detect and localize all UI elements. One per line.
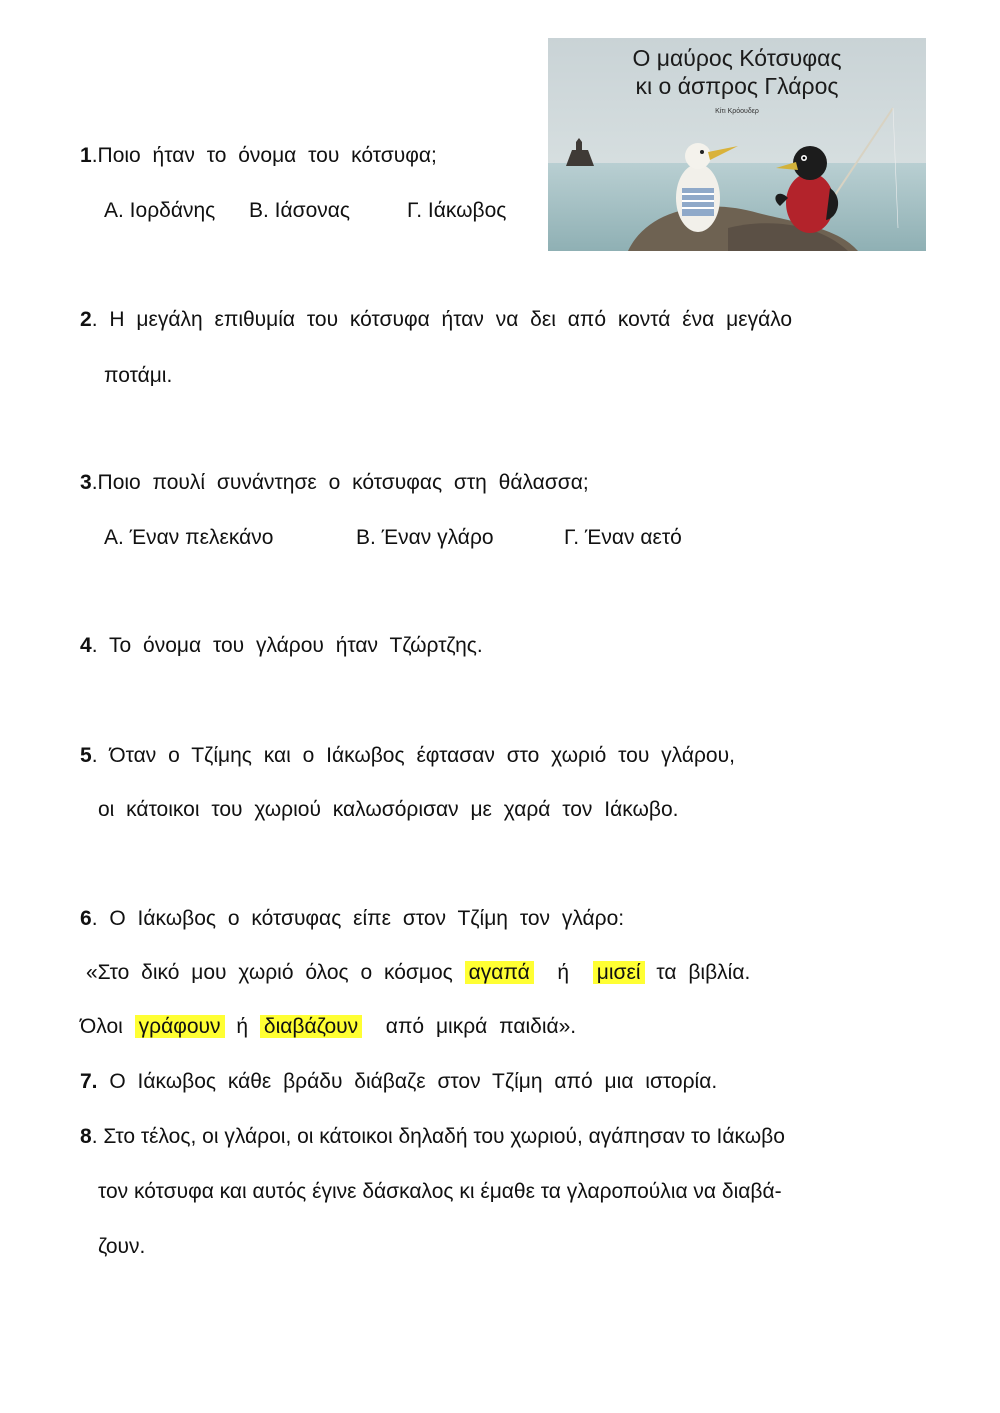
question-6-number: 6 xyxy=(80,907,92,930)
question-4 xyxy=(80,633,483,659)
question-1-text: .Ποιο ήταν το όνομα του κότσυφα; xyxy=(91,144,437,167)
book-cover-image xyxy=(548,38,926,251)
question-3-text: .Ποιο πουλί συνάντησε ο κότσυφας στη θάλασσα; xyxy=(91,471,589,494)
question-2-number: 2 xyxy=(80,308,92,331)
question-8-line2: τον κότσυφα και αυτός έγινε δάσκαλος κι έμαθε τα γλαροπούλια να διαβά- xyxy=(98,1180,782,1203)
question-7-text: Ο Ιάκωβος κάθε βράδυ διάβαζε στον Τζίμη από μια ιστορία. xyxy=(97,1070,718,1093)
question-6-line3-end: από μικρά παιδιά». xyxy=(385,1015,577,1038)
question-8-line3: ζουν. xyxy=(98,1235,146,1258)
question-3-option-b[interactable]: Β. Έναν γλάρο xyxy=(356,526,494,549)
cover-title-line1: Ο μαύρος Κότσυφας xyxy=(632,45,842,71)
question-4-number: 4 xyxy=(80,634,92,657)
question-4-text: . Το όνομα του γλάρου ήταν Τζώρτζης. xyxy=(91,634,483,657)
question-6-line1: . Ο Ιάκωβος ο κότσυφας είπε στον Τζίμη τον γλάρο: xyxy=(91,907,625,930)
cover-title-line2: κι ο άσπρος Γλάρος xyxy=(635,73,839,99)
question-3-options xyxy=(104,525,682,551)
question-3-option-c[interactable]: Γ. Έναν αετό xyxy=(564,526,682,549)
question-6-line2-start: «Στο δικό μου χωριό όλος ο κόσμος xyxy=(86,961,453,984)
question-2-line1: . Η μεγάλη επιθυμία του κότσυφα ήταν να δει από κοντά ένα μεγάλο xyxy=(91,308,793,331)
question-1-options xyxy=(104,198,506,224)
question-6-line3-start: Όλοι xyxy=(80,1015,123,1038)
question-5-line1: . Όταν ο Τζίμης και ο Ιάκωβος έφτασαν στο χωριό του γλάρου, xyxy=(91,744,735,767)
choice-grafoun[interactable]: γράφουν xyxy=(135,1015,225,1038)
question-1-option-c[interactable]: Γ. Ιάκωβος xyxy=(407,199,507,222)
question-1-option-b[interactable]: Β. Ιάσονας xyxy=(249,199,351,222)
cover-author: Κίτι Κρόουδερ xyxy=(715,108,759,115)
question-8-number: 8 xyxy=(80,1125,92,1148)
question-6-line2 xyxy=(86,960,750,986)
question-6-line2-end: τα βιβλία. xyxy=(656,961,751,984)
question-7-number: 7. xyxy=(80,1070,98,1093)
question-6 xyxy=(80,906,624,932)
question-3-option-a[interactable]: Α. Έναν πελεκάνο xyxy=(104,526,274,549)
choice-misei[interactable]: μισεί xyxy=(593,961,645,984)
question-1-option-a[interactable]: Α. Ιορδάνης xyxy=(104,199,216,222)
question-1 xyxy=(80,143,437,169)
question-2 xyxy=(80,307,792,333)
cover-title xyxy=(548,44,926,100)
question-2-line2: ποτάμι. xyxy=(104,364,173,387)
choice-diavazoun[interactable]: διαβάζουν xyxy=(260,1015,362,1038)
question-3 xyxy=(80,470,589,496)
question-5-number: 5 xyxy=(80,744,92,767)
question-6-line3 xyxy=(80,1014,576,1040)
question-3-number: 3 xyxy=(80,471,92,494)
question-8 xyxy=(80,1124,785,1150)
question-5-line2: οι κάτοικοι του χωριού καλωσόρισαν με χαρά τον Ιάκωβο. xyxy=(98,798,679,821)
question-6-or-2: ή xyxy=(236,1015,249,1038)
choice-agapa[interactable]: αγαπά xyxy=(465,961,534,984)
question-7 xyxy=(80,1069,717,1095)
question-1-number: 1 xyxy=(80,144,92,167)
question-8-line1: . Στο τέλος, οι γλάροι, οι κάτοικοι δηλαδή του χωριού, αγάπησαν το Ιάκωβο xyxy=(91,1125,785,1148)
question-6-or-1: ή xyxy=(557,961,570,984)
question-5 xyxy=(80,743,735,769)
